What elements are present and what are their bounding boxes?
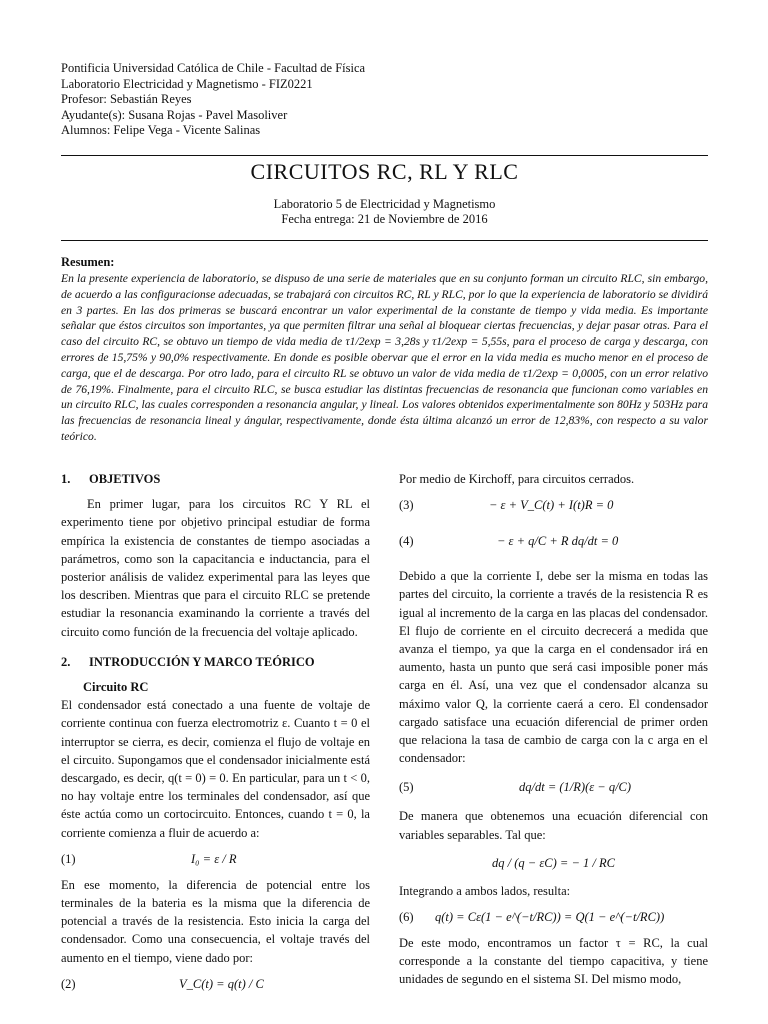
separable-paragraph: De manera que obtenemos una ecuación diferencial con variables separables. Tal que:: [399, 809, 708, 842]
equation-4: [399, 522, 708, 560]
right-column: [399, 470, 708, 989]
section-1-heading: [61, 470, 370, 488]
section-1-number: 1.: [61, 472, 71, 486]
section-2-number: 2.: [61, 654, 71, 669]
equation-1: [61, 842, 370, 876]
section-1-title: OBJETIVOS: [89, 472, 161, 486]
equation-3: [399, 488, 708, 522]
title-rule-bottom: [61, 240, 708, 241]
equation-5: [399, 767, 708, 807]
rc-paragraph-1: El condensador está conectado a una fuente de voltaje de corriente continua con fuerza electromotriz ε. Cuanto t = 0 el interruptor se cierra, es decir, comienza el flujo de voltaje en el circuito. Supongamos que el condensador inicialmente está descargado, es decir, q(t = 0) = 0. En particular, para un t < 0, no hay voltaje entre los terminales del condensador, así que éste actúa como un cortocircuito. Entonces, cuando t = 0, la corriente comienza a fluir de acuerdo a:: [61, 698, 370, 840]
abstract-text: En la presente experiencia de laboratorio, se dispuso de una serie de materiales que en su conjunto forman un circuito RLC, sin embargo, de acuerdo a las configuracionse adecuadas, se trabajará con circuitos RC, RL y RLC, por lo que la experiencia de laboratorio se dividirá en 3 partes. En las dos primeras se buscará encontrar un valor experimental de la constante de tiempo y vida media. Es importante señalar que éstos circuitos son importantes, ya que permiten filtrar una señal al bloquear ciertas frecuencias, y dejar pasar otras. Para el caso del circuito RC, se obtuvo un tiempo de vida media de τ1/2exp = 3,28s y τ1/2exp = 5,55s, para el proceso de carga y descarga, con errores de 15,75% y 90,0% respectivamente. En donde es posible obervar que el error en la vida media es mucho menor en el proceso de carga, que el de descarga. Por otro lado, para el circuito RL se obtuvo un valor de vida media de τ1/2exp = 0,0005, con un error relativo de 76,19%. Finalmente, para el circuito RLC, se busca estudiar las distintas frecuencias de resonancia que funcionan como variables en un circuito RLC, las cuales corresponden a resonancia angular, y lineal. Los valores obtenidos experimentalmente son 80Hz y 503Hz para las frecuencias de resonancia lineal y ángular, respectivamente, donde ésta última alcanzó un error de 12,83%, con respecto a su valor teórico.: [61, 272, 708, 443]
equation-6-number: (6): [399, 909, 414, 924]
section-2-title: INTRODUCCIÓN Y MARCO TEÓRICO: [89, 654, 315, 669]
assistants-line: Ayudante(s): Susana Rojas - Pavel Masoliver: [61, 107, 288, 122]
objectives-paragraph: En primer lugar, para los circuitos RC Y RL el experimento tiene por objetivo principal estudiar de forma empírica la existencia de constantes de tiempo asociadas a parámetros, como son la capacitancia e inductancia, para el posterior análisis de validez experimental para las leyes que los describen. Mientras que para el circuito RLC se pretende estudiar la resonancia examinando la corriente a través del circuito como función de la frecuencia del voltaje aplicado.: [61, 497, 370, 639]
equation-2: [61, 967, 370, 1001]
abstract-heading: Resumen:: [61, 255, 115, 269]
equation-4-body: − ε + q/C + R dq/dt = 0: [497, 534, 619, 549]
section-2-heading: [61, 653, 370, 671]
equation-3-number: (3): [399, 498, 414, 513]
separable-equation: [399, 844, 708, 882]
left-column: [61, 470, 370, 1001]
equation-6-body: q(t) = Cε(1 − e^(−t/RC)) = Q(1 − e^(−t/RC)): [435, 909, 665, 924]
time-constant-paragraph: De este modo, encontramos un factor τ = RC, la cual corresponde a la constante del tiempo capacitiva, y tiene unidades de segundo en el sistema SI. Del mismo modo,: [399, 936, 708, 987]
equation-3-body: − ε + V_C(t) + I(t)R = 0: [489, 498, 614, 513]
equation-2-body: V_C(t) = q(t) / C: [179, 976, 264, 991]
subsection-rc-heading: Circuito RC: [83, 680, 149, 695]
institution-line: Pontificia Universidad Católica de Chile - Facultad de Física: [61, 61, 366, 75]
rc-paragraph-2: En ese momento, la diferencia de potencial entre los terminales de la bateria es la misma que la diferencia de potencial a través de la resistencia. Esto inicia la carga del condensador. Como una consecuencia, el voltaje través del aumento en el tiempo, viene dado por:: [61, 877, 370, 965]
separable-equation-body: dq / (q − εC) = − 1 / RC: [492, 855, 615, 870]
equation-2-number: (2): [61, 976, 76, 991]
students-line: Alumnos: Felipe Vega - Vicente Salinas: [61, 123, 261, 138]
equation-4-number: (4): [399, 534, 414, 549]
current-paragraph: Debido a que la corriente I, debe ser la misma en todas las partes del circuito, la corriente a través de la resistencia R es igual al incremento de la carga en las placas del condensador. El flujo de corriente en el circuito decrecerá a medida que avanza el tiempo, ya que la carga en el condensador irá en aumento, hasta un punto que será casi imposible poner más carga en él. Así, una vez que el condensador alcanza su máximo valor Q, la corriente caerá a cero. El condensador cargado satisface una ecuación diferencial de primer orden que relaciona la tasa de cambio de carga con la c arga en el condensador:: [399, 569, 708, 766]
header-block: [61, 61, 365, 139]
equation-1-body: I₀ = ε / R: [191, 851, 237, 866]
equation-5-body: dq/dt = (1/R)(ε − q/C): [519, 780, 632, 795]
paper-title: CIRCUITOS RC, RL Y RLC: [250, 159, 519, 184]
professor-line: Profesor: Sebastián Reyes: [61, 92, 192, 107]
lab-subtitle: Laboratorio 5 de Electricidad y Magnetismo: [273, 197, 496, 211]
kirchoff-intro: Por medio de Kirchoff, para circuitos cerrados.: [399, 472, 635, 486]
course-line: Laboratorio Electricidad y Magnetismo - FIZ0221: [61, 76, 313, 91]
due-date: Fecha entrega: 21 de Noviembre de 2016: [281, 212, 488, 226]
equation-5-number: (5): [399, 780, 414, 795]
equation-6: [399, 900, 708, 934]
title-rule-top: [61, 155, 708, 156]
integration-paragraph: Integrando a ambos lados, resulta:: [399, 883, 571, 898]
equation-1-number: (1): [61, 851, 76, 866]
